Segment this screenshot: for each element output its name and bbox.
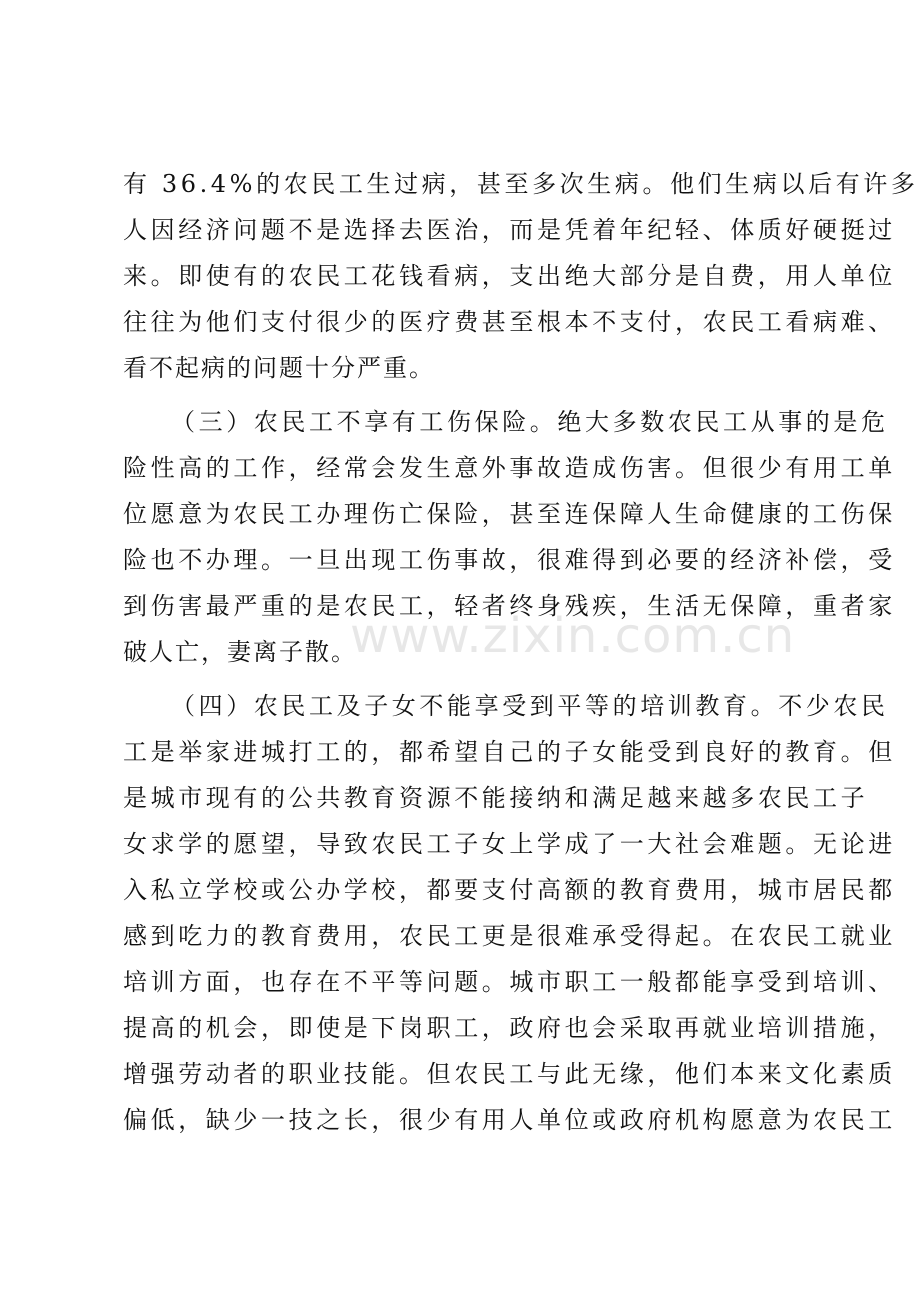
text-line: 工是举家进城打工的，都希望自己的子女能受到良好的教育。但: [123, 738, 896, 766]
text-line: 培训方面，也存在不平等问题。城市职工一般都能享受到培训、: [123, 968, 896, 996]
paragraph-first-line: （四）农民工及子女不能享受到平等的培训教育。不少农民: [171, 692, 889, 720]
text-line: 看不起病的问题十分严重。: [123, 354, 435, 382]
text-line: 到伤害最严重的是农民工，轻者终身残疾，生活无保障，重者家: [123, 592, 896, 620]
text-line: 感到吃力的教育费用，农民工更是很难承受得起。在农民工就业: [123, 922, 896, 950]
text-line: 增强劳动者的职业技能。但农民工与此无缘，他们本来文化素质: [123, 1060, 896, 1088]
text-line: 险也不办理。一旦出现工伤事故，很难得到必要的经济补偿，受: [123, 546, 896, 574]
text-line: 提高的机会，即使是下岗职工，政府也会采取再就业培训措施，: [123, 1014, 896, 1042]
text-line: 人因经济问题不是选择去医治，而是凭着年纪轻、体质好硬挺过: [123, 216, 896, 244]
text-line: 往往为他们支付很少的医疗费甚至根本不支付，农民工看病难、: [123, 308, 896, 336]
text-line: 是城市现有的公共教育资源不能接纳和满足越来越多农民工子: [123, 784, 869, 812]
paragraph-first-line: （三）农民工不享有工伤保险。绝大多数农民工从事的是危: [171, 408, 889, 436]
text-line: 偏低，缺少一技之长，很少有用人单位或政府机构愿意为农民工: [123, 1106, 896, 1134]
watermark: www.zixin.com.cn: [350, 608, 796, 664]
text-line: 女求学的愿望，导致农民工子女上学成了一大社会难题。无论进: [123, 830, 896, 858]
text-line: 入私立学校或公办学校，都要支付高额的教育费用，城市居民都: [123, 876, 896, 904]
text-line: 位愿意为农民工办理伤亡保险，甚至连保障人生命健康的工伤保: [123, 500, 896, 528]
text-line: 有 36.4%的农民工生过病，甚至多次生病。他们生病以后有许多: [123, 170, 919, 198]
text-line: 来。即使有的农民工花钱看病，支出绝大部分是自费，用人单位: [123, 262, 896, 290]
text-line: 破人亡，妻离子散。: [123, 638, 357, 666]
text-line: 险性高的工作，经常会发生意外事故造成伤害。但很少有用工单: [123, 454, 896, 482]
